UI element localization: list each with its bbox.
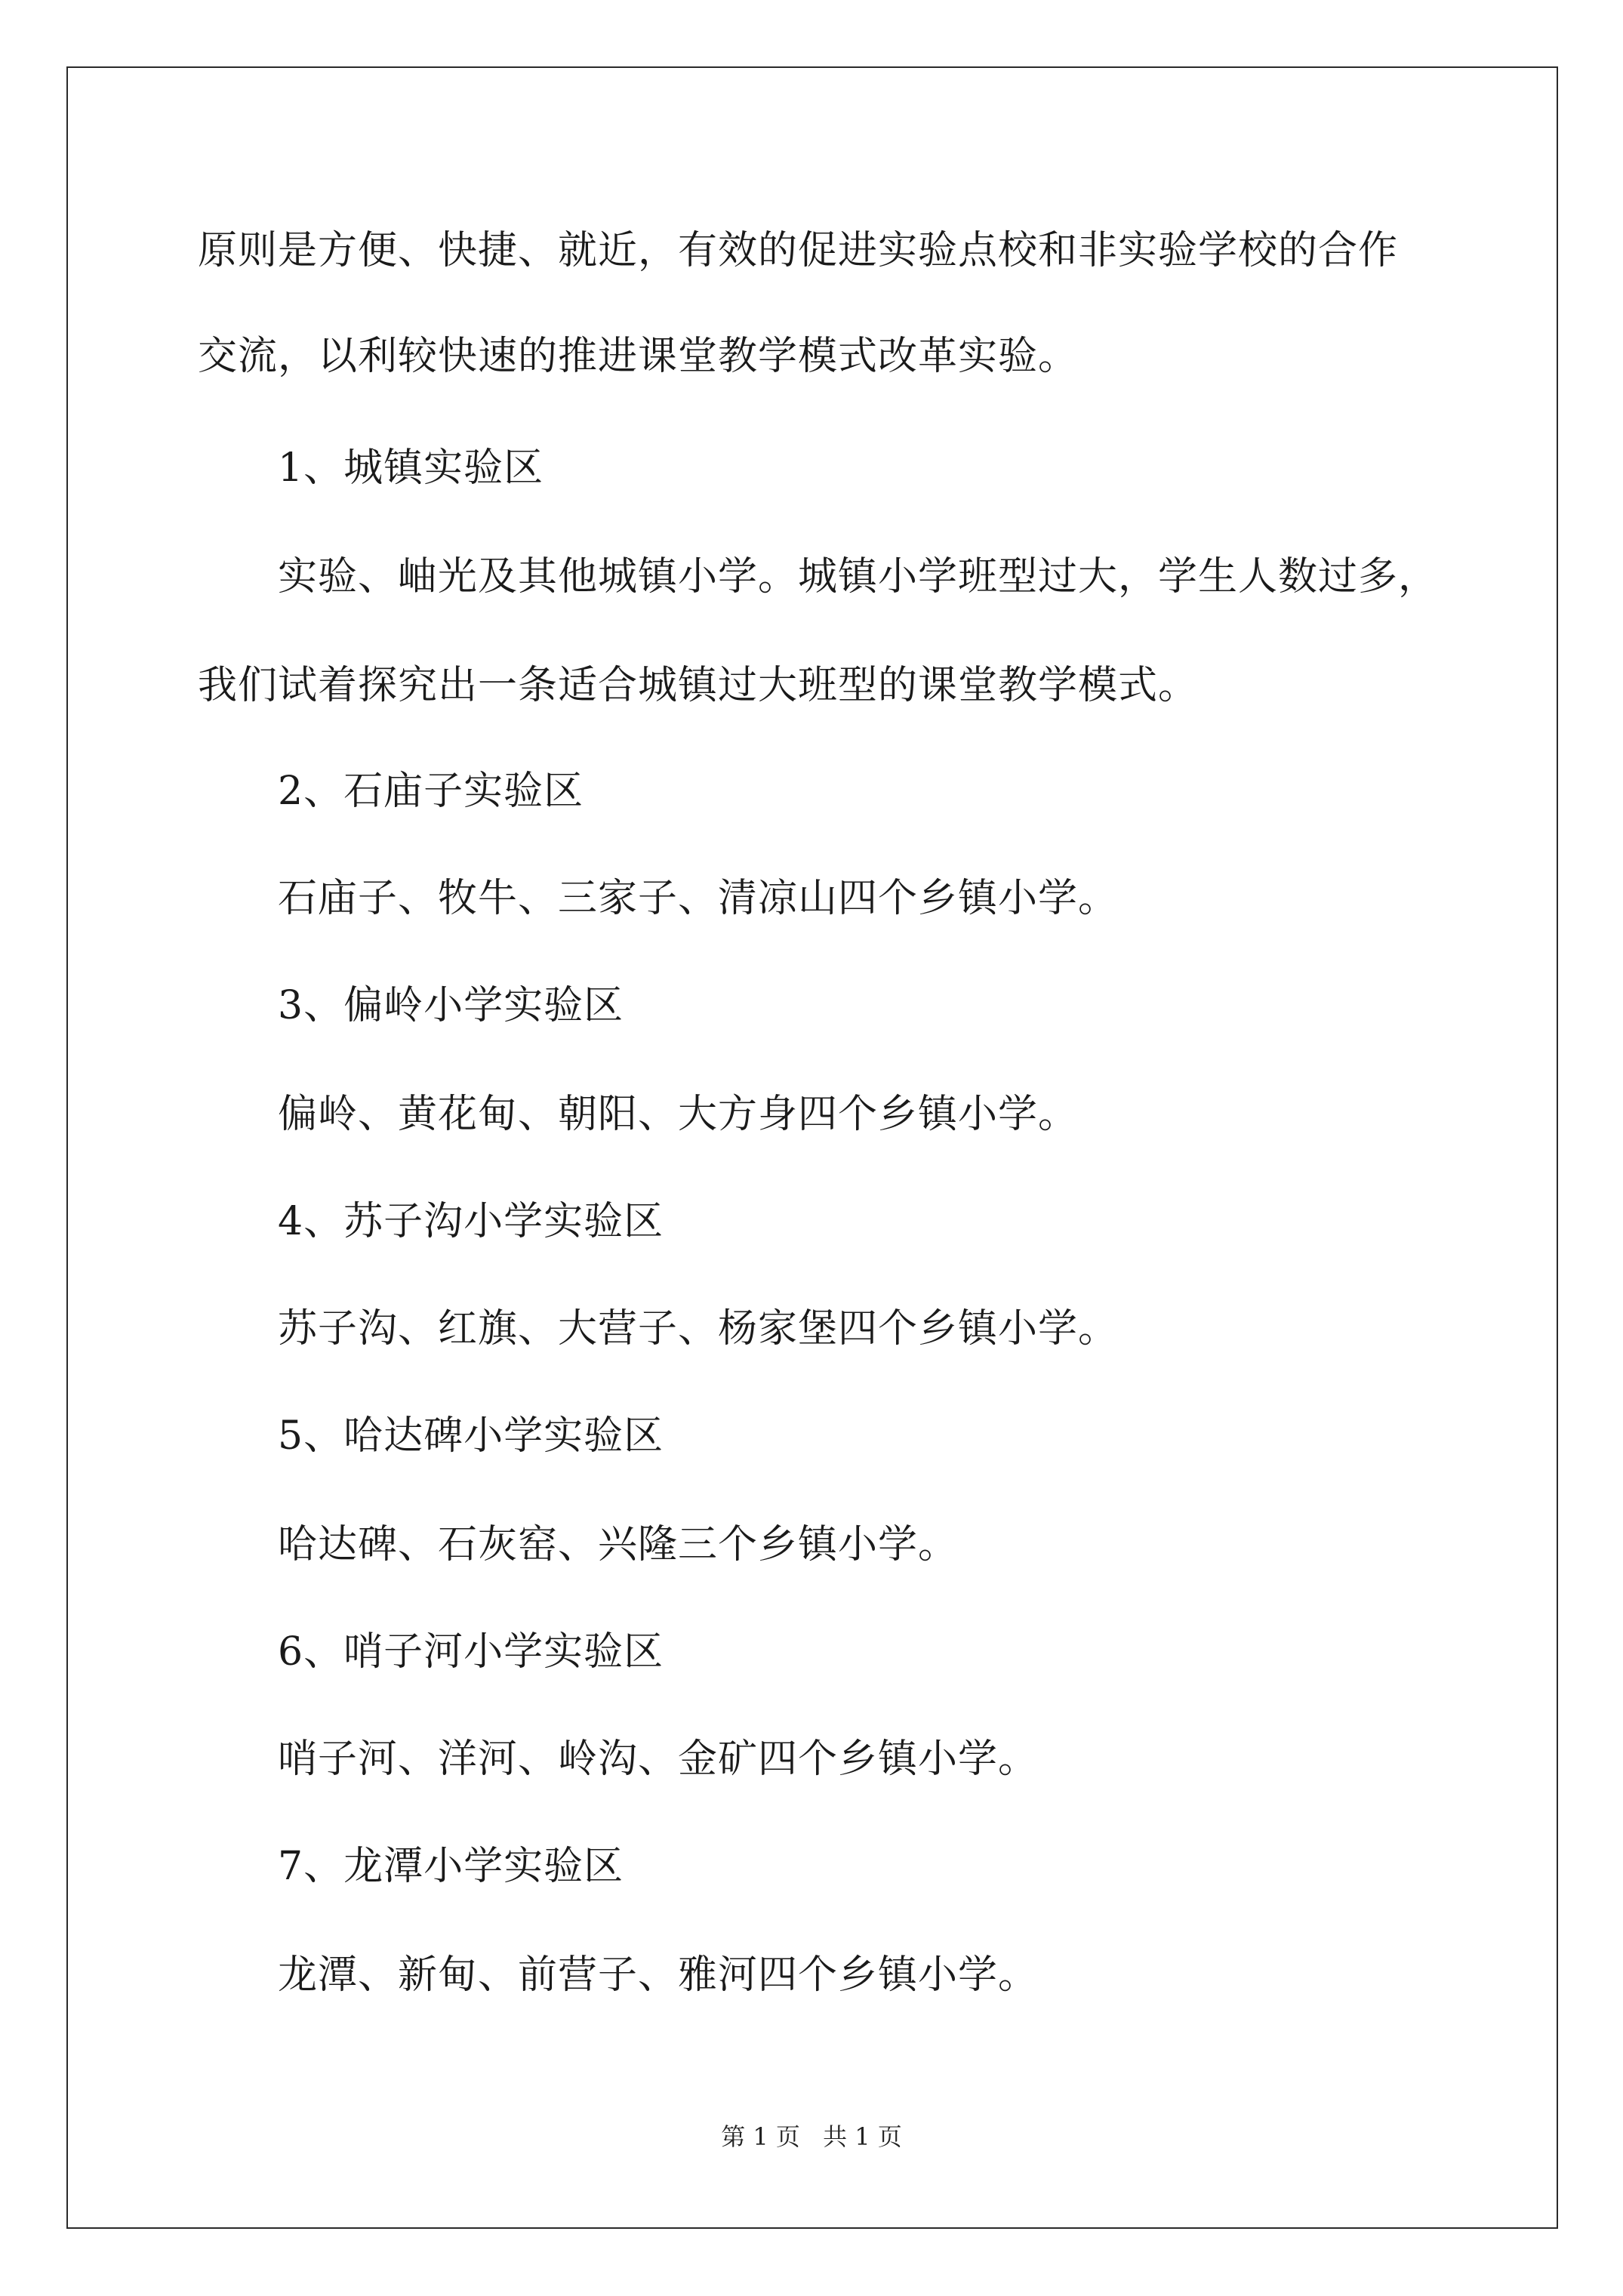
section-heading: 1、城镇实验区	[278, 445, 544, 491]
page-total: 共 1 页	[823, 2122, 902, 2151]
section-heading: 6、哨子河小学实验区	[278, 1629, 664, 1675]
paragraph-line: 哈达碑、石灰窑、兴隆三个乡镇小学。	[278, 1522, 959, 1567]
section-heading: 7、龙潭小学实验区	[278, 1844, 624, 1889]
paragraph-line: 我们试着探究出一条适合城镇过大班型的课堂教学模式。	[198, 663, 1199, 708]
page-number: 第 1 页	[721, 2122, 800, 2151]
paragraph-line: 原则是方便、快捷、就近，有效的促进实验点校和非实验学校的合作	[198, 228, 1399, 273]
paragraph-line: 苏子沟、红旗、大营子、杨家堡四个乡镇小学。	[278, 1306, 1119, 1351]
section-heading: 5、哈达碑小学实验区	[278, 1413, 664, 1459]
paragraph-line: 哨子河、洋河、岭沟、金矿四个乡镇小学。	[278, 1737, 1039, 1782]
paragraph-line: 偏岭、黄花甸、朝阳、大方身四个乡镇小学。	[278, 1092, 1079, 1137]
paragraph-line: 龙潭、新甸、前营子、雅河四个乡镇小学。	[278, 1952, 1039, 1998]
section-heading: 3、偏岭小学实验区	[278, 983, 624, 1028]
section-heading: 4、苏子沟小学实验区	[278, 1199, 664, 1244]
section-heading: 2、石庙子实验区	[278, 769, 584, 814]
paragraph-line: 交流，以利较快速的推进课堂教学模式改革实验。	[198, 334, 1079, 379]
page-footer	[0, 2122, 1623, 2152]
paragraph-line: 石庙子、牧牛、三家子、清凉山四个乡镇小学。	[278, 876, 1119, 921]
paragraph-line: 实验、岫光及其他城镇小学。城镇小学班型过大，学生人数过多，	[278, 554, 1439, 599]
page-border	[66, 66, 1558, 2229]
